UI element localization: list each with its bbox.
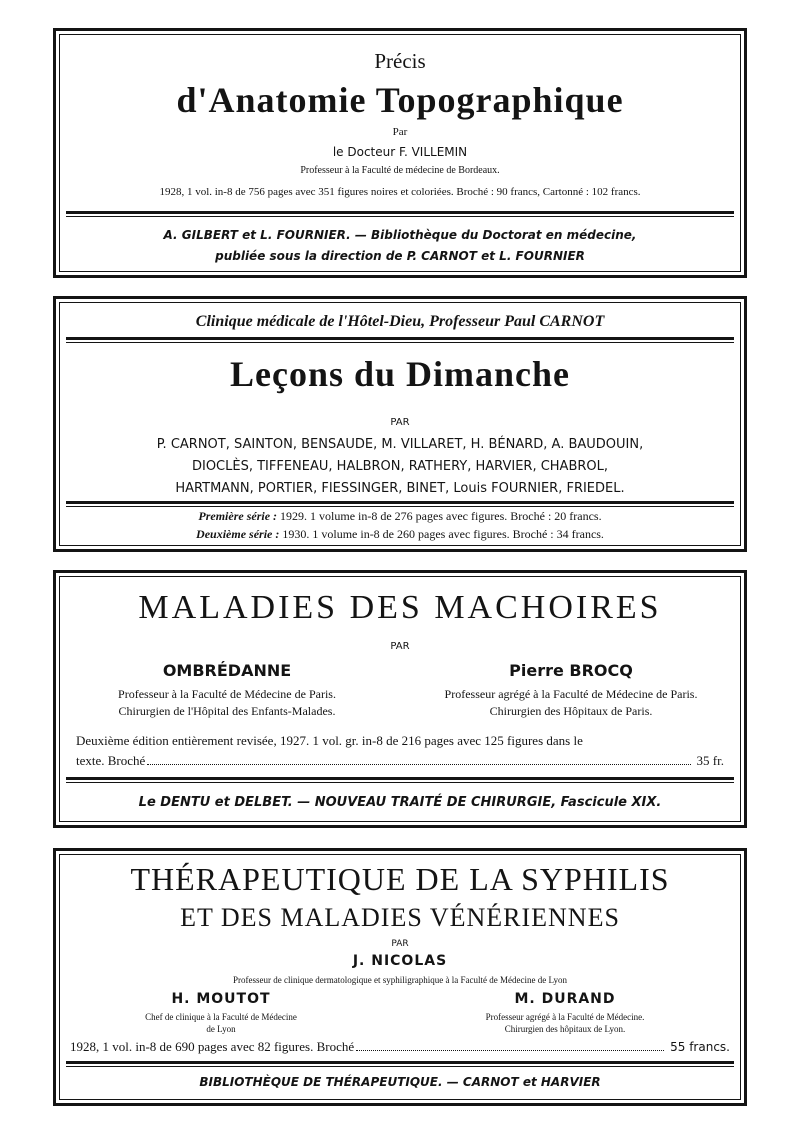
ad3-dot-leader: [147, 764, 690, 765]
ad1-series-line1: A. GILBERT et L. FOURNIER. — Bibliothèque du Doctorat en médecine,: [163, 228, 637, 242]
ad4-author-right-aff2: Chirurgien des hôpitaux de Lyon.: [504, 1024, 626, 1034]
ad2-header: Clinique médicale de l'Hôtel-Dieu, Professeur Paul CARNOT: [195, 313, 605, 330]
ad3-price: 35 fr.: [696, 753, 724, 768]
ad-maladies-des-machoires: [53, 570, 747, 828]
ad3-author-left-aff1: Professeur à la Faculté de Médecine de Paris.: [118, 687, 336, 701]
ad4-author-left-aff1: Chef de clinique à la Faculté de Médecine: [145, 1012, 297, 1022]
ad1-title-precis: Précis: [374, 49, 426, 73]
ad3-author-left-aff2: Chirurgien de l'Hôpital des Enfants-Malades.: [118, 704, 336, 718]
ad4-details-text: 1928, 1 vol. in-8 de 690 pages avec 82 figures. Broché: [70, 1039, 355, 1054]
ad3-par: PAR: [390, 641, 410, 652]
ad3-title: MALADIES DES MACHOIRES: [138, 589, 662, 626]
ad4-details: [70, 1039, 730, 1055]
ad2-series-2-text: 1930. 1 volume in-8 de 260 pages avec figures. Broché : 34 francs.: [282, 527, 604, 541]
ad3-author-left: OMBRÉDANNE: [162, 661, 292, 680]
ad4-author-left-aff2: de Lyon: [206, 1024, 236, 1034]
ad3-details-broche: texte. Broché: [76, 753, 146, 768]
ad2-authors-line3: HARTMANN, PORTIER, FIESSINGER, BINET, Louis FOURNIER, FRIEDEL.: [175, 481, 625, 496]
ad2-series-1-label: Première série :: [198, 509, 278, 523]
ad4-author-right-aff1: Professeur agrégé à la Faculté de Médecine.: [485, 1012, 645, 1022]
ad4-author-left: H. MOUTOT: [171, 991, 271, 1007]
ad1-par: Par: [392, 126, 408, 138]
ad2-divider-top: [66, 337, 734, 340]
ad4-divider: [66, 1061, 734, 1064]
ad-therapeutique-syphilis: [53, 848, 747, 1106]
ad2-series-1-text: 1929. 1 volume in-8 de 276 pages avec figures. Broché : 20 francs.: [280, 509, 602, 523]
ad3-details-line2: [76, 753, 724, 769]
ad4-dot-leader: [356, 1050, 664, 1051]
ad2-authors-line1: P. CARNOT, SAINTON, BENSAUDE, M. VILLARET, H. BÉNARD, A. BAUDOUIN,: [156, 437, 644, 452]
ad2-par: PAR: [390, 417, 410, 428]
ad-anatomie-topographique: [53, 28, 747, 278]
ad3-author-right: Pierre BROCQ: [509, 661, 633, 680]
ad4-author-main: J. NICOLAS: [352, 953, 448, 969]
ad4-title-line1: THÉRAPEUTIQUE DE LA SYPHILIS: [130, 861, 670, 897]
ad-lecons-du-dimanche: [53, 296, 747, 552]
ad2-series-2-label: Deuxième série :: [196, 527, 280, 541]
ad1-title-main: d'Anatomie Topographique: [176, 80, 624, 120]
ad4-series: BIBLIOTHÈQUE DE THÉRAPEUTIQUE. — CARNOT et HARVIER: [199, 1075, 601, 1089]
ad4-price: 55 francs.: [670, 1040, 730, 1054]
ad1-publication-details: 1928, 1 vol. in-8 de 756 pages avec 351 figures noires et coloriées. Broché : 90 francs, Cartonné : 102 francs.: [159, 186, 641, 198]
ad2-divider-bottom: [66, 501, 734, 504]
ad4-par: PAR: [391, 939, 409, 949]
ad3-author-right-aff1: Professeur agrégé à la Faculté de Médecine de Paris.: [444, 687, 698, 701]
ad2-series-1: [56, 509, 744, 524]
ad2-series-2: [56, 527, 744, 542]
ad4-author-main-aff: Professeur de clinique dermatologique et syphiligraphique à la Faculté de Médecine de Lyon: [233, 975, 567, 985]
ad1-divider: [66, 211, 734, 214]
ad1-author: le Docteur F. VILLEMIN: [332, 145, 468, 159]
ad1-series-line2: publiée sous la direction de P. CARNOT et L. FOURNIER: [215, 249, 585, 263]
ad3-divider: [66, 777, 734, 780]
ad4-title-line2: ET DES MALADIES VÉNÉRIENNES: [180, 903, 620, 932]
ad3-author-right-aff2: Chirurgien des Hôpitaux de Paris.: [489, 704, 653, 718]
ad4-author-right: M. DURAND: [514, 991, 616, 1007]
ad2-authors-line2: DIOCLÈS, TIFFENEAU, HALBRON, RATHERY, HARVIER, CHABROL,: [191, 459, 609, 474]
ad3-details-line1: Deuxième édition entièrement revisée, 1927. 1 vol. gr. in-8 de 216 pages avec 125 figures dans le: [76, 733, 583, 748]
ad3-series: Le DENTU et DELBET. — NOUVEAU TRAITÉ DE CHIRURGIE, Fascicule XIX.: [138, 795, 662, 810]
ad2-title: Leçons du Dimanche: [229, 354, 571, 394]
ad1-affiliation: Professeur à la Faculté de médecine de Bordeaux.: [300, 165, 500, 176]
